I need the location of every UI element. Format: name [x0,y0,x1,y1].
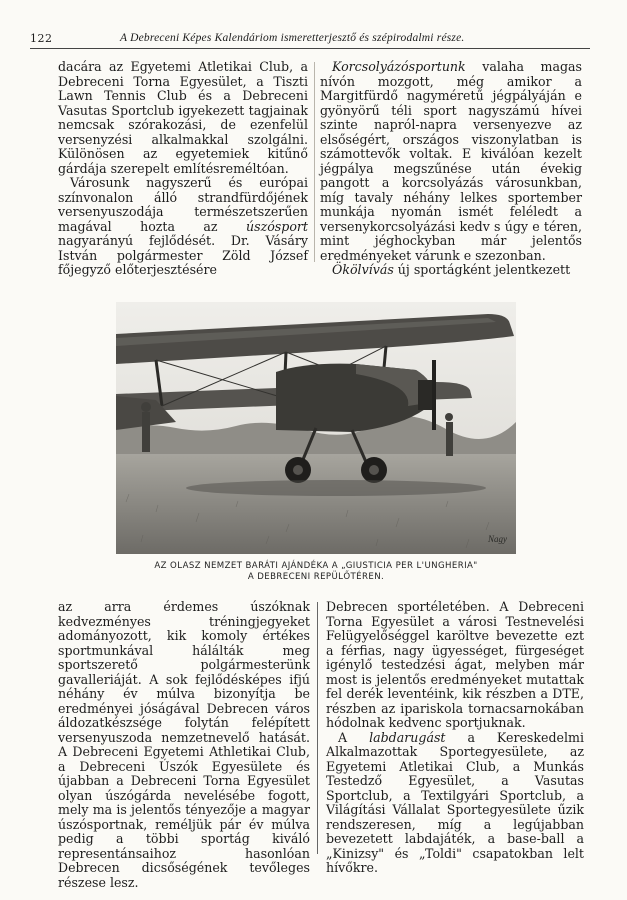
text-run: az arra érdemes úszóknak kedvezményes tréningjegyeket adományozott, kik komoly értékes sportmunkával hálálták meg sportszerető polgármesterünk gavalleriáját. A sok fejlődésképes ifjú néhány év múlva bizonyítja be eredményei jóságával Debrecen város áldozatkészsége folytán felépített versenyuszoda nemzetnevelő hatását. A Debreceni Egyetemi Athletikai Club, a Debreceni Úszók Egyesülete és újabban a Debreceni Torna Egyesület olyan úszógárda nevelésébe fogott, mely ma is jelentős tényezője a magyar úszósportnak, reméljük pár év múlva pedig a többi sportág kiváló representánsaihoz hasonlóan Debrecen dicsőségének tevőleges részese lesz. [58,599,310,890]
running-header [30,32,590,49]
text-run: új sportágként jelentkezett [393,262,571,277]
text-run: valaha magas nívón mozgott, még amikor a Margitfürdő nagyméretű jégpályáján e gyönyörű téli sport nagyszámú hívei szinte napról-napra versenyezve az elsőségért, országos viszonylatban is számottevők voltak. E kiválóan kezelt jégpálya megszűnése után évekig pangott a korcsolyázás városunkban, míg tavaly néhány lelkes sportember munkája nyomán ismét feléledt a versenykorcsolyázási kedv s úgy e téren, mint jéghockyban már jelentős eredményeket várunk e szezonban. [320,59,582,263]
text-run: a Kereskedelmi Alkalmazottak Sportegyesülete, az Egyetemi Atletikai Club, a Munkás Testedző Egyesület, a Vasutas Sportclub, a Textilgyári Sportclub, a Világítási Vállalat Sportegyesülete űzik rendszeresen, míg a legújabban bevezetett labdajáték, a base-ball a „Kinizsy" és „Toldi" csapatokban lelt hívőkre. [326,729,584,875]
text-run: dacára az Egyetemi Atletikai Club, a Debreceni Torna Egyesület, a Tiszti Lawn Tennis Club és a Debreceni Vasutas Sportclub igyekezett tagjainak nemcsak szórakozási, de ezenfelül versenyzési alkalmakkal szolgálni. Különösen az egyetemiek kitűnő gárdája szerepelt említésreméltóan. [58,59,308,176]
column-divider-bottom [317,602,318,854]
paragraph [58,600,310,890]
column-bottom-left [58,600,310,890]
caption-line-1: AZ OLASZ NEMZET BARÁTI AJÁNDÉKA A „GIUSTICIA PER L'UNGHERIA" [154,561,478,571]
emphasized-text: Korcsolyázósportunk [332,59,466,74]
text-run: Városunk nagyszerű és európai színvonalon álló strandfürdőjének versenyuszodája természetszerűen magával hozta az [58,175,308,234]
paragraph [58,60,308,176]
paragraph [326,600,584,731]
airplane-photo [116,302,516,554]
emphasized-text: labdarugást [369,729,446,745]
column-bottom-right [326,600,584,876]
figure-caption [100,561,532,583]
emphasized-text: Ökölvívás [332,262,394,277]
emphasized-text: úszósport [246,218,308,234]
running-title: A Debreceni Képes Kalendáriom ismeretterjesztő és szépirodalmi része. [120,32,465,44]
text-run: A [338,729,370,745]
caption-line-2: A DEBRECENI REPÜLŐTÉREN. [247,572,385,582]
column-divider-top [314,62,315,262]
paragraph [326,731,584,876]
column-top-right [320,60,582,278]
text-run: Debrecen sportéletében. A Debreceni Torna Egyesület a városi Testnevelési Felügyelőséggel karöltve bevezette ezt a férfias, nagy ügyességet, fürgeséget igénylő testedzési ágat, melyben már most is jelentős eredményeket mutattak fel derék leventéink, kik részben a DTE, részben az ipariskola tornacsarnokában hódolnak kedvenc sportjuknak. [326,599,584,730]
text-run: nagyarányú fejlődését. Dr. Vásáry István polgármester Zöld József főjegyző előterjesztésére [58,233,308,277]
page-number: 122 [30,32,53,45]
paragraph [320,60,582,263]
paragraph [58,176,308,278]
paragraph [320,263,582,278]
column-top-left [58,60,308,278]
photo-signature: Nagy [488,534,507,544]
